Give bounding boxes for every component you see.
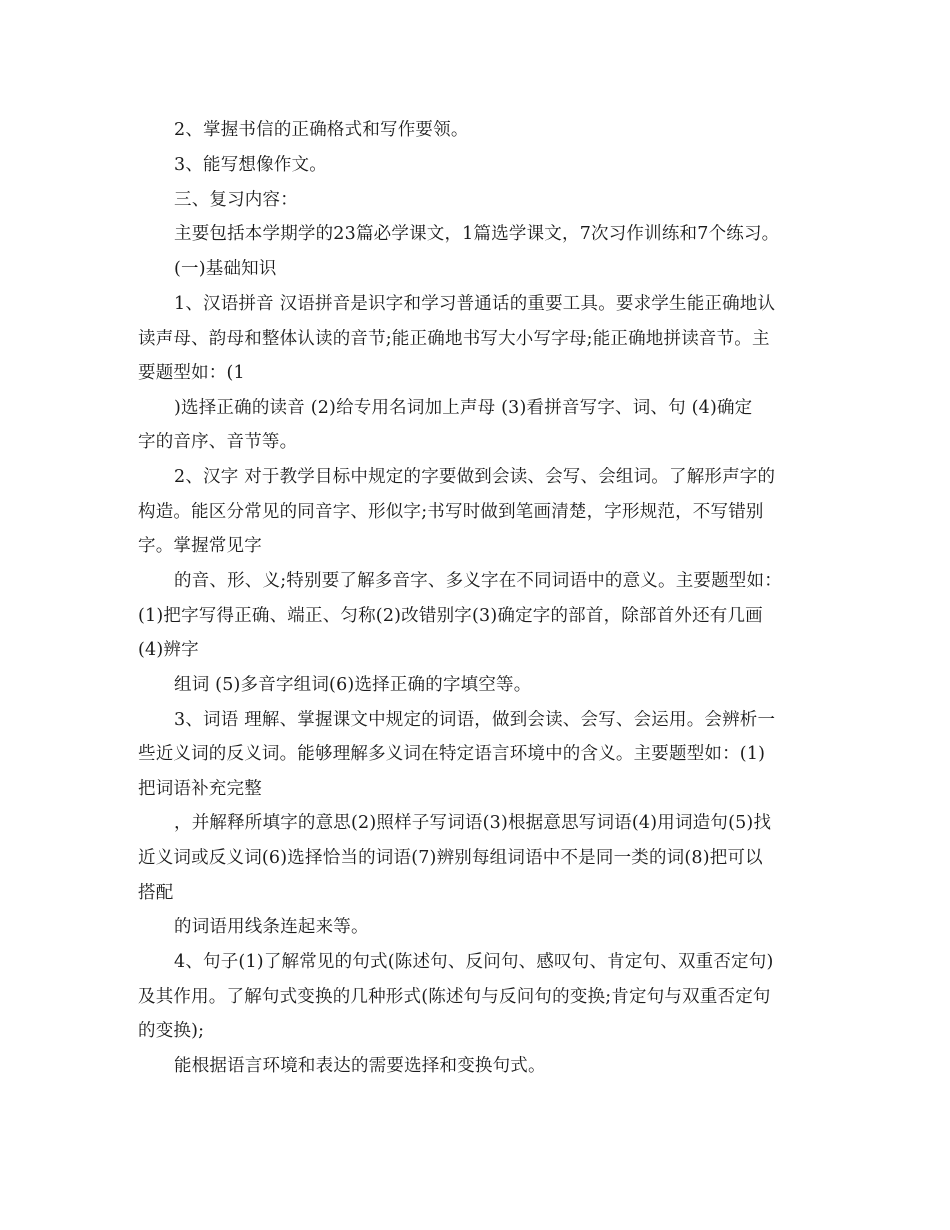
text-line: 1、汉语拼音 汉语拼音是识字和学习普通话的重要工具。要求学生能正确地认 (174, 294, 776, 314)
section-heading: (一)基础知识 (174, 259, 277, 279)
text-line: )选择正确的读音 (2)给专用名词加上声母 (3)看拼音写字、词、句 (4)确定 (174, 398, 753, 418)
text-line: 字。掌握常见字 (138, 536, 262, 556)
text-line: 4、句子(1)了解常见的句式(陈述句、反问句、感叹句、肯定句、双重否定句) (174, 952, 774, 972)
text-line: 搭配 (138, 883, 174, 903)
text-line: 读声母、韵母和整体认读的音节;能正确地书写大小写字母;能正确地拼读音节。主 (138, 329, 770, 349)
text-line: 的变换); (138, 1021, 205, 1041)
text-line: 的词语用线条连起来等。 (174, 917, 369, 937)
text-line: 2、掌握书信的正确格式和写作要领。 (174, 120, 469, 140)
text-line: 3、词语 理解、掌握课文中规定的词语，做到会读、会写、会运用。会辨析一 (174, 710, 776, 730)
text-line: 要题型如：(1 (138, 363, 245, 383)
text-line: 3、能写想像作文。 (174, 155, 327, 175)
text-line: 近义词或反义词(6)选择恰当的词语(7)辨别每组词语中不是同一类的词(8)把可以 (138, 848, 763, 868)
text-line: (1)把字写得正确、端正、匀称(2)改错别字(3)确定字的部首，除部首外还有几画 (138, 606, 763, 626)
text-line: 字的音序、音节等。 (138, 432, 298, 452)
text-line: 些近义词的反义词。能够理解多义词在特定语言环境中的含义。主要题型如：(1) (138, 744, 766, 764)
text-line: 的音、形、义;特别要了解多音字、多义字在不同词语中的意义。主要题型如： (174, 571, 782, 591)
text-line: ，并解释所填字的意思(2)照样子写词语(3)根据意思写词语(4)用词造句(5)找 (174, 813, 772, 833)
text-line: 2、汉字 对于教学目标中规定的字要做到会读、会写、会组词。了解形声字的 (174, 467, 776, 487)
text-line: 把词语补充完整 (138, 779, 262, 799)
text-line: 及其作用。了解句式变换的几种形式(陈述句与反问句的变换;肯定句与双重否定句 (138, 987, 771, 1007)
text-line: 主要包括本学期学的23篇必学课文，1篇选学课文，7次习作训练和7个练习。 (174, 224, 780, 244)
text-line: 组词 (5)多音字组词(6)选择正确的字填空等。 (174, 675, 532, 695)
text-line: 三、复习内容： (174, 190, 298, 210)
text-line: 能根据语言环境和表达的需要选择和变换句式。 (174, 1056, 546, 1076)
text-line: 构造。能区分常见的同音字、形似字;书写时做到笔画清楚，字形规范，不写错别 (138, 502, 764, 522)
text-line: (4)辨字 (138, 640, 199, 660)
